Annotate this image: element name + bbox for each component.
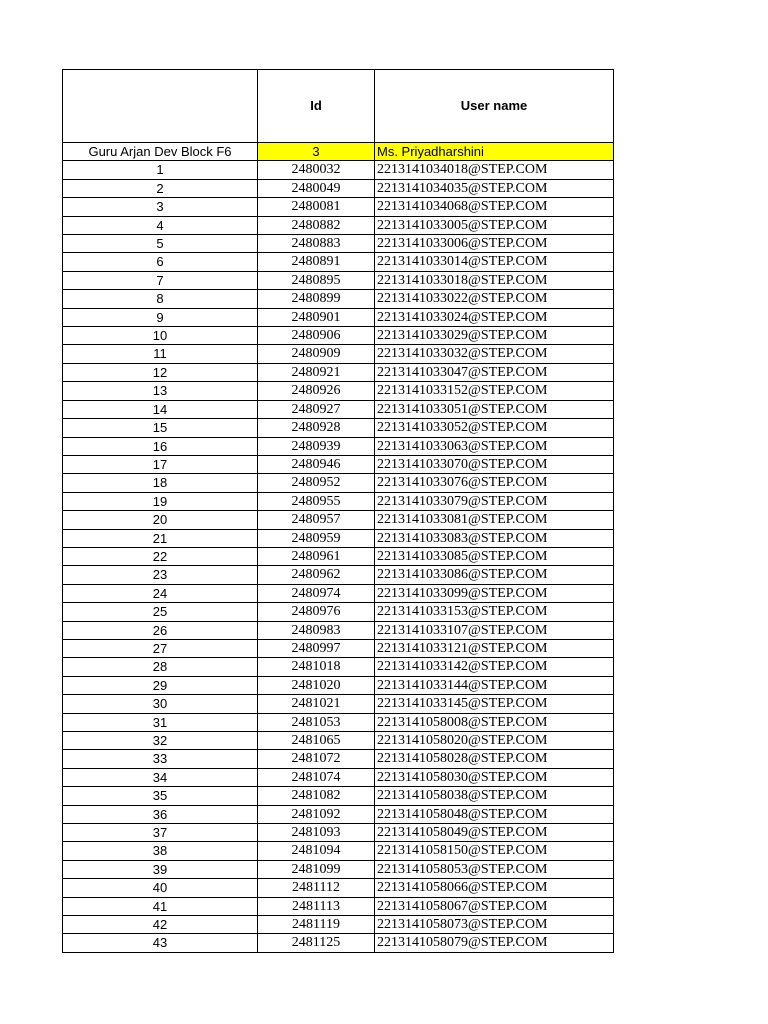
row-user-name: 2213141058066@STEP.COM bbox=[375, 879, 614, 897]
row-user-name: 2213141033029@STEP.COM bbox=[375, 327, 614, 345]
row-id: 2481094 bbox=[258, 842, 375, 860]
group-row bbox=[63, 143, 614, 161]
table-row bbox=[63, 787, 614, 805]
table-row bbox=[63, 584, 614, 602]
table-row bbox=[63, 732, 614, 750]
table-row bbox=[63, 750, 614, 768]
row-user-name: 2213141033086@STEP.COM bbox=[375, 566, 614, 584]
table-row bbox=[63, 290, 614, 308]
group-user: Ms. Priyadharshini bbox=[375, 143, 614, 161]
row-number: 30 bbox=[63, 695, 258, 713]
row-number: 41 bbox=[63, 897, 258, 915]
table-row bbox=[63, 400, 614, 418]
row-user-name: 2213141058067@STEP.COM bbox=[375, 897, 614, 915]
row-user-name: 2213141058048@STEP.COM bbox=[375, 805, 614, 823]
user-table bbox=[62, 69, 614, 953]
row-user-name: 2213141033032@STEP.COM bbox=[375, 345, 614, 363]
row-number: 13 bbox=[63, 382, 258, 400]
table-row bbox=[63, 805, 614, 823]
row-id: 2480955 bbox=[258, 492, 375, 510]
row-number: 15 bbox=[63, 419, 258, 437]
row-user-name: 2213141058008@STEP.COM bbox=[375, 713, 614, 731]
row-number: 37 bbox=[63, 824, 258, 842]
row-user-name: 2213141033121@STEP.COM bbox=[375, 639, 614, 657]
row-id: 2481125 bbox=[258, 934, 375, 952]
row-number: 22 bbox=[63, 547, 258, 565]
row-number: 25 bbox=[63, 603, 258, 621]
row-user-name: 2213141033005@STEP.COM bbox=[375, 216, 614, 234]
table-row bbox=[63, 363, 614, 381]
row-id: 2481119 bbox=[258, 916, 375, 934]
table-row bbox=[63, 639, 614, 657]
table-row bbox=[63, 327, 614, 345]
row-id: 2480962 bbox=[258, 566, 375, 584]
row-number: 39 bbox=[63, 860, 258, 878]
row-user-name: 2213141058049@STEP.COM bbox=[375, 824, 614, 842]
table-row bbox=[63, 842, 614, 860]
row-user-name: 2213141033085@STEP.COM bbox=[375, 547, 614, 565]
table-row bbox=[63, 474, 614, 492]
row-user-name: 2213141058150@STEP.COM bbox=[375, 842, 614, 860]
group-name: Guru Arjan Dev Block F6 bbox=[63, 143, 258, 161]
table-row bbox=[63, 382, 614, 400]
row-id: 2480882 bbox=[258, 216, 375, 234]
row-id: 2480032 bbox=[258, 161, 375, 179]
table-row bbox=[63, 308, 614, 326]
row-id: 2480901 bbox=[258, 308, 375, 326]
table-row bbox=[63, 934, 614, 952]
row-user-name: 2213141033024@STEP.COM bbox=[375, 308, 614, 326]
row-number: 14 bbox=[63, 400, 258, 418]
row-number: 12 bbox=[63, 363, 258, 381]
row-id: 2480049 bbox=[258, 179, 375, 197]
row-id: 2480891 bbox=[258, 253, 375, 271]
row-id: 2480974 bbox=[258, 584, 375, 602]
group-id: 3 bbox=[258, 143, 375, 161]
row-number: 26 bbox=[63, 621, 258, 639]
row-id: 2481072 bbox=[258, 750, 375, 768]
row-number: 6 bbox=[63, 253, 258, 271]
row-user-name: 2213141058053@STEP.COM bbox=[375, 860, 614, 878]
row-number: 16 bbox=[63, 437, 258, 455]
row-id: 2481082 bbox=[258, 787, 375, 805]
row-user-name: 2213141033152@STEP.COM bbox=[375, 382, 614, 400]
row-number: 43 bbox=[63, 934, 258, 952]
table-row bbox=[63, 658, 614, 676]
row-number: 33 bbox=[63, 750, 258, 768]
row-id: 2480081 bbox=[258, 198, 375, 216]
table-row bbox=[63, 897, 614, 915]
row-id: 2481020 bbox=[258, 676, 375, 694]
row-id: 2481021 bbox=[258, 695, 375, 713]
row-id: 2480906 bbox=[258, 327, 375, 345]
row-user-name: 2213141058020@STEP.COM bbox=[375, 732, 614, 750]
table-row bbox=[63, 345, 614, 363]
row-number: 28 bbox=[63, 658, 258, 676]
row-id: 2480921 bbox=[258, 363, 375, 381]
row-user-name: 2213141034068@STEP.COM bbox=[375, 198, 614, 216]
row-number: 2 bbox=[63, 179, 258, 197]
row-number: 29 bbox=[63, 676, 258, 694]
row-id: 2480959 bbox=[258, 529, 375, 547]
row-user-name: 2213141033079@STEP.COM bbox=[375, 492, 614, 510]
row-user-name: 2213141033153@STEP.COM bbox=[375, 603, 614, 621]
table-row bbox=[63, 492, 614, 510]
row-user-name: 2213141033022@STEP.COM bbox=[375, 290, 614, 308]
row-user-name: 2213141034018@STEP.COM bbox=[375, 161, 614, 179]
row-id: 2480899 bbox=[258, 290, 375, 308]
row-user-name: 2213141033052@STEP.COM bbox=[375, 419, 614, 437]
row-id: 2480926 bbox=[258, 382, 375, 400]
row-number: 4 bbox=[63, 216, 258, 234]
row-number: 21 bbox=[63, 529, 258, 547]
table-header-row bbox=[63, 70, 614, 143]
row-user-name: 2213141058030@STEP.COM bbox=[375, 768, 614, 786]
row-user-name: 2213141033076@STEP.COM bbox=[375, 474, 614, 492]
table-row bbox=[63, 455, 614, 473]
row-user-name: 2213141033083@STEP.COM bbox=[375, 529, 614, 547]
table-row bbox=[63, 547, 614, 565]
row-id: 2481092 bbox=[258, 805, 375, 823]
table-row bbox=[63, 198, 614, 216]
row-id: 2481112 bbox=[258, 879, 375, 897]
row-id: 2481065 bbox=[258, 732, 375, 750]
row-number: 9 bbox=[63, 308, 258, 326]
table-row bbox=[63, 603, 614, 621]
row-number: 1 bbox=[63, 161, 258, 179]
row-id: 2480952 bbox=[258, 474, 375, 492]
table-row bbox=[63, 676, 614, 694]
row-number: 27 bbox=[63, 639, 258, 657]
row-id: 2480895 bbox=[258, 271, 375, 289]
row-id: 2480927 bbox=[258, 400, 375, 418]
row-number: 7 bbox=[63, 271, 258, 289]
row-user-name: 2213141033051@STEP.COM bbox=[375, 400, 614, 418]
row-id: 2480909 bbox=[258, 345, 375, 363]
row-id: 2480997 bbox=[258, 639, 375, 657]
table-row bbox=[63, 566, 614, 584]
table-row bbox=[63, 271, 614, 289]
row-id: 2481099 bbox=[258, 860, 375, 878]
row-number: 24 bbox=[63, 584, 258, 602]
table-row bbox=[63, 253, 614, 271]
table-row bbox=[63, 161, 614, 179]
table-row bbox=[63, 879, 614, 897]
table-row bbox=[63, 860, 614, 878]
row-user-name: 2213141033047@STEP.COM bbox=[375, 363, 614, 381]
row-number: 5 bbox=[63, 235, 258, 253]
row-user-name: 2213141033018@STEP.COM bbox=[375, 271, 614, 289]
row-id: 2481053 bbox=[258, 713, 375, 731]
table-row bbox=[63, 235, 614, 253]
row-number: 19 bbox=[63, 492, 258, 510]
row-number: 35 bbox=[63, 787, 258, 805]
header-blank-cell bbox=[63, 70, 258, 143]
table-row bbox=[63, 768, 614, 786]
row-user-name: 2213141033081@STEP.COM bbox=[375, 511, 614, 529]
row-number: 34 bbox=[63, 768, 258, 786]
table-row bbox=[63, 437, 614, 455]
row-number: 17 bbox=[63, 455, 258, 473]
row-number: 42 bbox=[63, 916, 258, 934]
header-user-name: User name bbox=[375, 70, 614, 143]
row-user-name: 2213141033099@STEP.COM bbox=[375, 584, 614, 602]
row-user-name: 2213141033144@STEP.COM bbox=[375, 676, 614, 694]
row-id: 2480957 bbox=[258, 511, 375, 529]
row-number: 32 bbox=[63, 732, 258, 750]
user-table-body bbox=[63, 70, 614, 953]
row-number: 23 bbox=[63, 566, 258, 584]
table-row bbox=[63, 179, 614, 197]
row-user-name: 2213141034035@STEP.COM bbox=[375, 179, 614, 197]
table-row bbox=[63, 695, 614, 713]
row-user-name: 2213141033142@STEP.COM bbox=[375, 658, 614, 676]
row-user-name: 2213141033063@STEP.COM bbox=[375, 437, 614, 455]
row-number: 10 bbox=[63, 327, 258, 345]
row-number: 11 bbox=[63, 345, 258, 363]
table-row bbox=[63, 621, 614, 639]
row-id: 2480946 bbox=[258, 455, 375, 473]
row-id: 2480983 bbox=[258, 621, 375, 639]
table-row bbox=[63, 216, 614, 234]
table-row bbox=[63, 511, 614, 529]
row-id: 2481074 bbox=[258, 768, 375, 786]
row-id: 2481018 bbox=[258, 658, 375, 676]
row-number: 36 bbox=[63, 805, 258, 823]
row-id: 2480939 bbox=[258, 437, 375, 455]
row-user-name: 2213141033006@STEP.COM bbox=[375, 235, 614, 253]
row-user-name: 2213141033107@STEP.COM bbox=[375, 621, 614, 639]
row-id: 2480883 bbox=[258, 235, 375, 253]
table-row bbox=[63, 824, 614, 842]
row-id: 2480928 bbox=[258, 419, 375, 437]
row-number: 31 bbox=[63, 713, 258, 731]
row-user-name: 2213141033014@STEP.COM bbox=[375, 253, 614, 271]
table-row bbox=[63, 916, 614, 934]
row-number: 20 bbox=[63, 511, 258, 529]
table-row bbox=[63, 529, 614, 547]
row-user-name: 2213141058073@STEP.COM bbox=[375, 916, 614, 934]
row-user-name: 2213141033145@STEP.COM bbox=[375, 695, 614, 713]
row-number: 8 bbox=[63, 290, 258, 308]
row-user-name: 2213141058079@STEP.COM bbox=[375, 934, 614, 952]
row-id: 2481093 bbox=[258, 824, 375, 842]
row-id: 2480961 bbox=[258, 547, 375, 565]
row-user-name: 2213141058028@STEP.COM bbox=[375, 750, 614, 768]
row-number: 3 bbox=[63, 198, 258, 216]
row-user-name: 2213141033070@STEP.COM bbox=[375, 455, 614, 473]
row-id: 2480976 bbox=[258, 603, 375, 621]
row-number: 40 bbox=[63, 879, 258, 897]
row-user-name: 2213141058038@STEP.COM bbox=[375, 787, 614, 805]
row-number: 38 bbox=[63, 842, 258, 860]
row-id: 2481113 bbox=[258, 897, 375, 915]
table-row bbox=[63, 419, 614, 437]
row-number: 18 bbox=[63, 474, 258, 492]
table-row bbox=[63, 713, 614, 731]
header-id: Id bbox=[258, 70, 375, 143]
